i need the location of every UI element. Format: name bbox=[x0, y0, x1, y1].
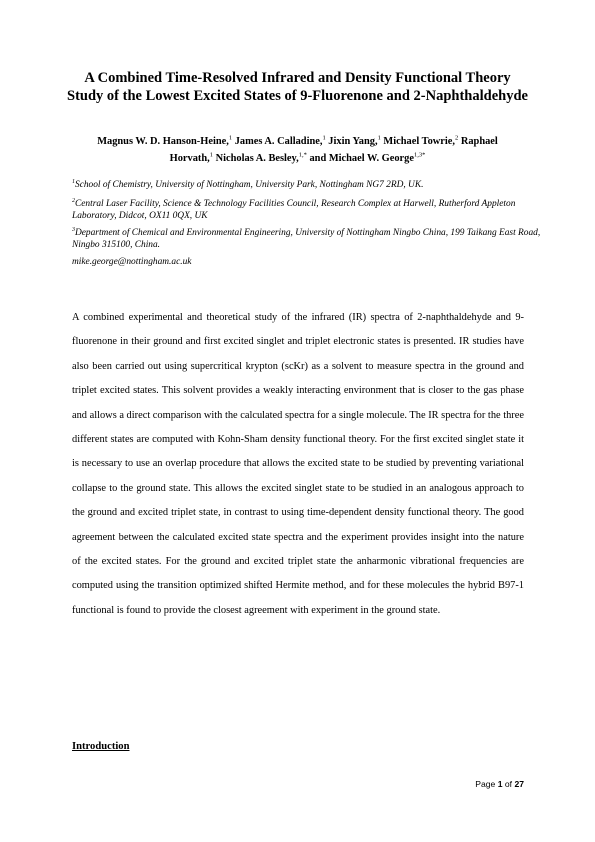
author-list bbox=[76, 134, 519, 167]
affiliation-2: $^2$Central Laser Facility, Science & Technology Facilities Council, Research Complex at Harwell, Rutherford Appleton Laboratory, Didcot, OX11 0QX, UK bbox=[72, 197, 516, 221]
author: Michael Towrie,$^2$ bbox=[380, 134, 459, 147]
abstract: A combined experimental and theoretical study of the infrared (IR) spectra of 2-naphthaldehyde and 9-fluorenone in their ground and first excited singlet and triplet electronic states is presented. IR studies have also been carried out using supercritical krypton (scKr) as a solvent to measure spectra in the ground and triplet excited states. This solvent provides a weakly interacting environment that is closer to the gas phase and allows a direct comparison with the calculated spectra for a single molecule. The IR spectra for the three different states are computed with Kohn-Sham density functional theory. For the first excited singlet state it is necessary to use an overlap procedure that allows the excited state to be studied by preventing variational collapse to the ground state. This allows the excited singlet state to be studied in an analogous approach to the ground and excited triplet state, in contrast to using time-dependent density functional theory. The good agreement between the calculated excited state spectra and the experiment provides insight into the nature of the excited states. For the ground and excited triplet state the anharmonic vibrational frequencies are computed using the transition optimized shifted Hermite method, and for these molecules the hybrid B97-1 functional is found to provide the closest agreement with experiment in the ground state. bbox=[72, 312, 524, 616]
author: and Michael W. George$^{1,3*}$ bbox=[306, 151, 426, 164]
page-number: Page 1 of 27 bbox=[475, 779, 524, 789]
author: Raphael Horvath,$^1$ bbox=[169, 136, 498, 164]
affiliation-1: $^1$School of Chemistry, University of Nottingham, University Park, Nottingham NG7 2RD, UK. bbox=[72, 178, 424, 190]
paper-title: A Combined Time-Resolved Infrared and Density Functional Theory Study of the Lowest Excited States of 9-Fluorenone and 2-Naphthaldehyde bbox=[67, 70, 528, 104]
corresponding-email[interactable]: mike.george@nottingham.ac.uk bbox=[72, 257, 192, 267]
author: Magnus W. D. Hanson-Heine,$^1$ bbox=[97, 134, 233, 147]
author: James A. Calladine,$^1$ bbox=[232, 134, 326, 147]
affiliation-3: $^3$Department of Chemical and Environmental Engineering, University of Nottingham Ningbo China, 199 Taikang East Road, Ningbo 315100, China. bbox=[72, 226, 541, 250]
author: Nicholas A. Besley,$^{1,*}$ bbox=[213, 151, 307, 164]
author: Jixin Yang,$^1$ bbox=[325, 134, 381, 147]
section-heading-introduction: Introduction bbox=[72, 741, 130, 752]
